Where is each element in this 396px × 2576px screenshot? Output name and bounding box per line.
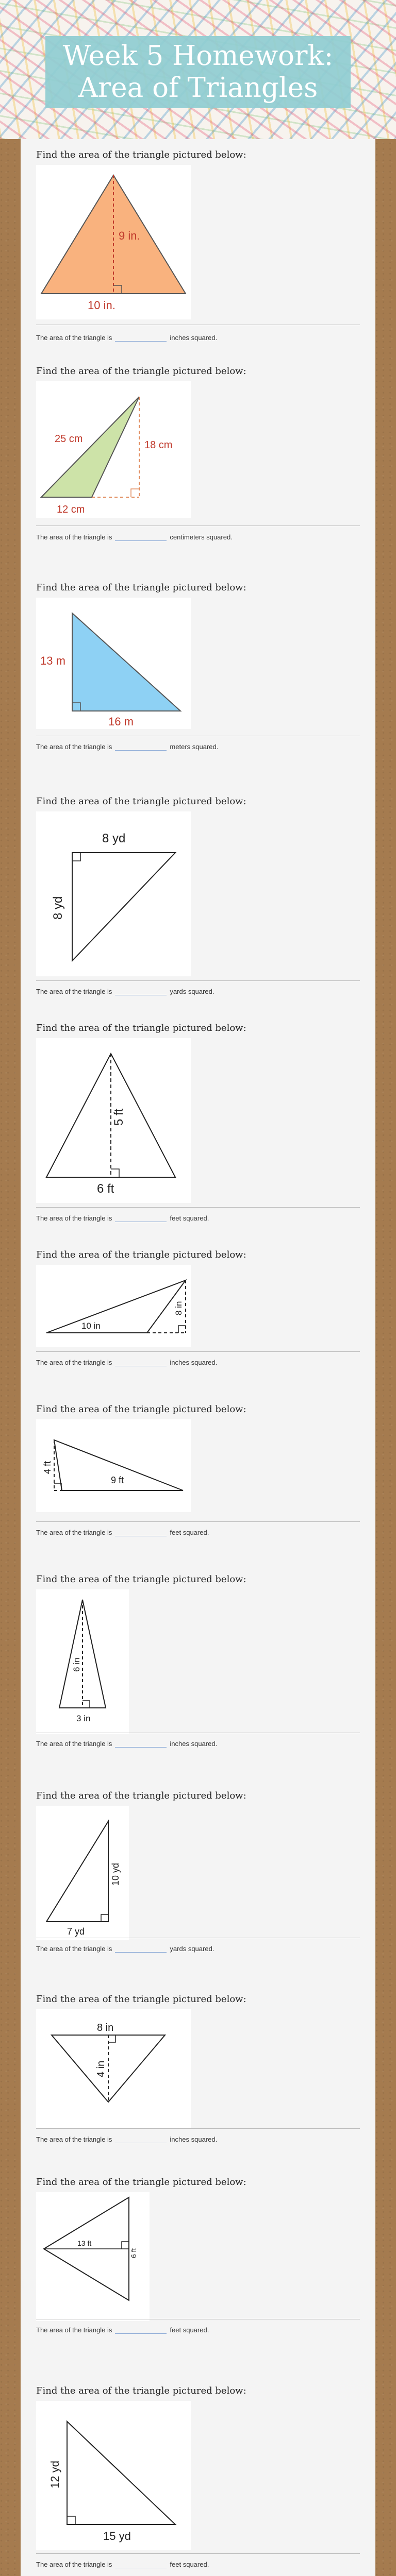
answer-line (36, 1359, 217, 1366)
question-prompt: Find the area of the triangle pictured below: (36, 366, 246, 377)
answer-line (36, 743, 218, 751)
answer-input[interactable] (115, 1529, 167, 1536)
top-side-label: 8 yd (102, 832, 126, 845)
answer-prefix: The area of the triangle is (36, 1529, 112, 1536)
answer-input[interactable] (115, 533, 167, 541)
triangle-figure-3 (36, 598, 191, 729)
answer-input[interactable] (115, 1945, 167, 1953)
height-label: 10 yd (110, 1862, 121, 1886)
height-label: 13 m (40, 654, 65, 667)
question-prompt: Find the area of the triangle pictured below: (36, 1790, 246, 1801)
answer-input[interactable] (115, 1214, 167, 1222)
answer-prefix: The area of the triangle is (36, 334, 112, 342)
base-label: 10 in. (88, 299, 116, 312)
answer-prefix: The area of the triangle is (36, 2136, 112, 2143)
answer-line (36, 1529, 209, 1536)
answer-line (36, 2326, 209, 2334)
answer-prefix: The area of the triangle is (36, 743, 112, 751)
answer-line (36, 334, 217, 342)
question-prompt: Find the area of the triangle pictured below: (36, 1249, 246, 1260)
triangle-figure-7 (36, 1419, 191, 1512)
height-label: 18 cm (144, 439, 173, 451)
answer-prefix: The area of the triangle is (36, 1740, 112, 1748)
title-box (45, 36, 351, 108)
answer-unit: feet squared. (170, 1529, 209, 1536)
answer-prefix: The area of the triangle is (36, 2561, 112, 2568)
base-label: 10 in (81, 1321, 101, 1331)
base-label: 16 m (108, 715, 134, 728)
worksheet-paper (21, 139, 375, 2576)
answer-line (36, 1740, 217, 1748)
base-label: 6 ft (129, 2248, 138, 2258)
height-label: 13 ft (77, 2239, 92, 2247)
answer-unit: feet squared. (170, 2561, 209, 2568)
triangle-figure-12 (36, 2401, 191, 2550)
base-label: 7 yd (67, 1926, 85, 1937)
answer-prefix: The area of the triangle is (36, 1359, 112, 1366)
question-prompt: Find the area of the triangle pictured below: (36, 2177, 246, 2188)
question-prompt: Find the area of the triangle pictured below: (36, 1574, 246, 1585)
side-label: 25 cm (55, 433, 83, 445)
answer-line (36, 988, 214, 995)
answer-prefix: The area of the triangle is (36, 988, 112, 995)
answer-unit: yards squared. (170, 1945, 214, 1953)
question-prompt: Find the area of the triangle pictured below: (36, 796, 246, 807)
question-prompt: Find the area of the triangle pictured below: (36, 1023, 246, 1033)
answer-unit: feet squared. (170, 1214, 209, 1222)
answer-unit: centimeters squared. (170, 533, 233, 541)
answer-line (36, 1214, 209, 1222)
answer-unit: inches squared. (170, 1740, 218, 1748)
answer-line (36, 2561, 209, 2568)
answer-prefix: The area of the triangle is (36, 2326, 112, 2334)
divider (36, 2553, 360, 2554)
answer-line (36, 2136, 217, 2143)
height-label: 12 yd (48, 2461, 61, 2488)
answer-unit: meters squared. (170, 743, 219, 751)
answer-input[interactable] (115, 2561, 167, 2568)
triangle-figure-10 (36, 2009, 191, 2128)
divider (36, 1521, 360, 1522)
height-label: 9 in. (119, 229, 140, 242)
triangle-figure-8 (36, 1589, 129, 1734)
height-label: 8 in (174, 1301, 184, 1315)
top-side-label: 8 in (97, 2022, 114, 2033)
answer-input[interactable] (115, 2136, 167, 2143)
answer-input[interactable] (115, 1359, 167, 1366)
base-label: 15 yd (103, 2530, 131, 2543)
answer-unit: feet squared. (170, 2326, 209, 2334)
answer-prefix: The area of the triangle is (36, 1945, 112, 1953)
triangle-figure-1 (36, 165, 191, 319)
question-prompt: Find the area of the triangle pictured below: (36, 1994, 246, 2005)
answer-input[interactable] (115, 1740, 167, 1748)
triangle-figure-4 (36, 811, 191, 976)
question-prompt: Find the area of the triangle pictured below: (36, 2385, 246, 2396)
answer-input[interactable] (115, 743, 167, 751)
question-prompt: Find the area of the triangle pictured below: (36, 149, 246, 160)
divider (36, 2128, 360, 2129)
base-label: 6 ft (97, 1182, 114, 1196)
triangle-figure-9 (36, 1806, 129, 1940)
triangle-figure-5 (36, 1038, 191, 1203)
answer-input[interactable] (115, 988, 167, 995)
height-label: 6 in (72, 1657, 81, 1672)
base-label: 3 in (76, 1714, 91, 1723)
answer-input[interactable] (115, 334, 167, 342)
divider (36, 1351, 360, 1352)
base-label: 9 ft (111, 1475, 124, 1485)
answer-line (36, 533, 233, 541)
height-label: 5 ft (112, 1108, 126, 1126)
triangle-figure-2 (36, 381, 191, 518)
base-label: 12 cm (57, 504, 85, 515)
answer-unit: inches squared. (170, 334, 218, 342)
answer-prefix: The area of the triangle is (36, 1214, 112, 1222)
answer-unit: yards squared. (170, 988, 214, 995)
triangle-figure-6 (36, 1265, 191, 1347)
question-prompt: Find the area of the triangle pictured below: (36, 1404, 246, 1415)
answer-unit: inches squared. (170, 1359, 218, 1366)
divider (36, 1207, 360, 1208)
answer-line (36, 1945, 214, 1953)
answer-input[interactable] (115, 2326, 167, 2334)
height-label: 4 ft (42, 1461, 53, 1474)
answer-prefix: The area of the triangle is (36, 533, 112, 541)
divider (36, 980, 360, 981)
page-title-line-2: Area of Triangles (78, 72, 318, 104)
page-title-line-1: Week 5 Homework: (62, 40, 334, 72)
triangle-figure-11 (36, 2192, 150, 2321)
left-side-label: 8 yd (51, 896, 65, 920)
header-banner (0, 0, 396, 139)
height-label: 4 in (95, 2060, 107, 2077)
answer-unit: inches squared. (170, 2136, 218, 2143)
question-prompt: Find the area of the triangle pictured below: (36, 582, 246, 593)
